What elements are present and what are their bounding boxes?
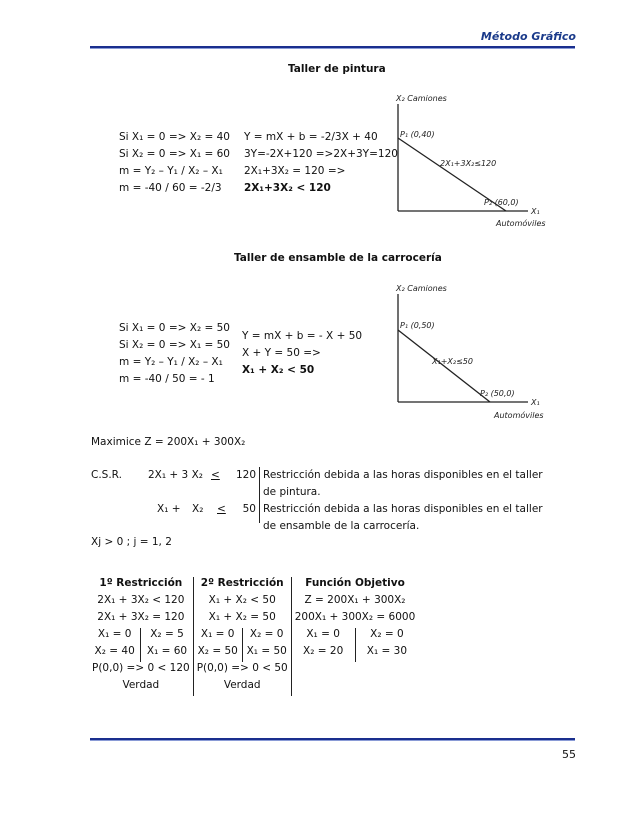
table-row — [89, 645, 418, 662]
c1-description-2: de pintura. — [263, 486, 321, 498]
assembly-right-lines — [242, 328, 362, 379]
table-cell: X₂ = 40 — [89, 645, 141, 662]
constraint-label: X₁+X₂≤50 — [432, 357, 473, 366]
table-cell: X₁ + X₂ = 50 — [193, 611, 291, 628]
table-row — [89, 679, 418, 696]
y-axis-label: X₂ Camiones — [396, 284, 447, 293]
results-table — [89, 577, 418, 696]
table-cell: 2X₁ + 3X₂ < 120 — [89, 594, 193, 611]
point-p1-label: P₁ (0,50) — [400, 321, 435, 330]
y-axis-label: X₂ Camiones — [396, 94, 447, 103]
table-cell: P(0,0) => 0 < 50 — [193, 662, 291, 679]
non-negativity: Xj > 0 ; j = 1, 2 — [91, 536, 172, 548]
text-line: Si X₂ = 0 => X₁ = 60 — [119, 148, 230, 160]
section-title-assembly: Taller de ensamble de la carrocería — [234, 252, 442, 264]
text-line: X₁ + X₂ < 50 — [242, 364, 315, 376]
point-p2-label: P₂ (50,0) — [480, 389, 515, 398]
table-cell: X₁ = 0 — [193, 628, 242, 645]
x-axis-sublabel: Automóviles — [496, 219, 546, 228]
footer-rule — [90, 738, 575, 741]
text-line: Si X₁ = 0 => X₂ = 40 — [119, 131, 230, 143]
table-row — [89, 628, 418, 645]
text-line: Y = mX + b = -2/3X + 40 — [244, 131, 378, 143]
header-title: Método Gráfico — [480, 30, 576, 43]
constraint-line — [398, 330, 490, 402]
table-cell: X₁ = 30 — [366, 645, 408, 657]
point-p1-label: P₁ (0,40) — [400, 130, 435, 139]
text-line: Si X₁ = 0 => X₂ = 50 — [119, 322, 230, 334]
table-cell — [291, 662, 418, 679]
c2-rhs: 50 — [242, 503, 256, 515]
painting-right-lines — [244, 129, 398, 197]
table-cell: Verdad — [193, 679, 291, 696]
text-line: m = -40 / 60 = -2/3 — [119, 182, 222, 194]
table-cell: 200X₁ + 300X₂ = 6000 — [294, 611, 416, 623]
assembly-graph — [378, 280, 558, 425]
text-line: m = Y₂ – Y₁ / X₂ – X₁ — [119, 165, 223, 177]
text-line: m = -40 / 50 = - 1 — [119, 373, 215, 385]
objective-function: Maximice Z = 200X₁ + 300X₂ — [91, 436, 246, 448]
constraints-block — [91, 469, 551, 532]
table-cell: 2X₁ + 3X₂ = 120 — [89, 611, 193, 628]
constraint-label: 2X₁+3X₂≤120 — [440, 159, 497, 168]
text-line: Si X₂ = 0 => X₁ = 50 — [119, 339, 230, 351]
table-cell: X₁ = 50 — [242, 645, 291, 662]
table-cell: X₂ = 20 — [291, 645, 355, 662]
painting-graph — [378, 90, 558, 235]
text-line: 3Y=-2X+120 =>2X+3Y=120 — [244, 148, 398, 160]
header-cell: 2º Restricción — [193, 577, 291, 594]
table-cell: X₁ = 0 — [291, 628, 355, 645]
table-cell: X₁ = 0 — [89, 628, 141, 645]
table-row — [89, 594, 418, 611]
table-row — [89, 662, 418, 679]
section-title-painting: Taller de pintura — [288, 63, 386, 75]
x-axis-sublabel: Automóviles — [494, 411, 544, 420]
text-line: m = Y₂ – Y₁ / X₂ – X₁ — [119, 356, 223, 368]
table-cell: X₂ = 0 — [242, 628, 291, 645]
assembly-left-lines — [119, 320, 230, 388]
table-cell: P(0,0) => 0 < 120 — [89, 662, 193, 679]
header-cell: 1º Restricción — [89, 577, 193, 594]
text-line: 2X₁+3X₂ = 120 => — [244, 165, 346, 177]
table-cell: X₂ = 50 — [193, 645, 242, 662]
csr-label: C.S.R. — [91, 469, 122, 481]
constraints-divider — [259, 467, 260, 523]
text-line: 2X₁+3X₂ < 120 — [244, 182, 331, 194]
x-axis-label: X₁ — [531, 398, 540, 407]
painting-left-lines — [119, 129, 230, 197]
table-cell — [291, 679, 418, 696]
c2-description-1: Restricción debida a las horas disponibles en el taller — [263, 503, 543, 515]
text-line: Y = mX + b = - X + 50 — [242, 330, 363, 342]
point-p2-label: P₂ (60,0) — [484, 198, 519, 207]
table-cell: X₁ = 60 — [141, 645, 193, 662]
c2-expression-b: X₂ — [192, 503, 204, 515]
c1-description-1: Restricción debida a las horas disponibles en el taller — [263, 469, 543, 481]
c1-operator: < — [211, 469, 220, 481]
table-row — [89, 577, 418, 594]
table-cell: X₂ = 0 — [370, 628, 404, 640]
c2-description-2: de ensamble de la carrocería. — [263, 520, 420, 532]
table-cell: X₁ + X₂ < 50 — [193, 594, 291, 611]
table-cell: Z = 200X₁ + 300X₂ — [304, 594, 406, 606]
table-cell: Verdad — [89, 679, 193, 696]
page-number: 55 — [562, 748, 576, 761]
c2-operator: < — [217, 503, 226, 515]
text-line: X + Y = 50 => — [242, 347, 321, 359]
header-cell: Función Objetivo — [305, 577, 405, 589]
table-cell: X₂ = 5 — [141, 628, 193, 645]
c1-expression: 2X₁ + 3 X₂ — [148, 469, 203, 481]
c1-rhs: 120 — [236, 469, 257, 481]
x-axis-label: X₁ — [531, 207, 540, 216]
c2-expression-a: X₁ + — [157, 503, 181, 515]
header-rule — [90, 46, 575, 49]
table-row — [89, 611, 418, 628]
